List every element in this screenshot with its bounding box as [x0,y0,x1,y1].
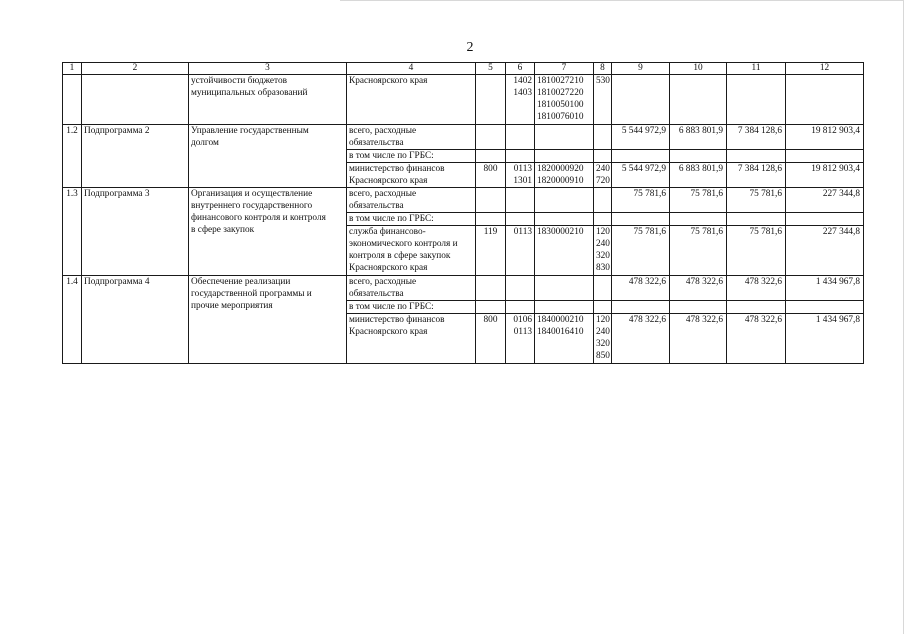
value-cell [670,75,727,125]
grbs-label-cell: в том числе по ГРБС: [347,150,476,163]
value-cell: 1 434 967,8 [786,314,864,364]
column-number: 3 [189,63,347,75]
program-total-row [63,276,864,301]
program-cell [82,75,189,125]
column-number: 2 [82,63,189,75]
value-cell: 227 344,8 [786,188,864,213]
value-cell: 478 322,6 [612,314,670,364]
value-cell: 478 322,6 [727,314,786,364]
page-number: 2 [466,40,474,55]
value-cell: 478 322,6 [727,276,786,301]
budget-table [62,62,864,364]
grbs-name-cell: министерство финансов Красноярского края [347,314,476,364]
value-cell: 7 384 128,6 [727,163,786,188]
kind-code-cell: 530 [594,75,612,125]
column-number: 1 [63,63,82,75]
column-number: 5 [476,63,506,75]
value-cell: 478 322,6 [612,276,670,301]
description-cell: Организация и осуществление внутреннего государственного финансового контроля и контроля в сфере закупок [189,188,347,276]
section-code-cell [506,125,535,150]
column-number: 4 [347,63,476,75]
value-cell: 75 781,6 [670,226,727,276]
value-cell: 19 812 903,4 [786,125,864,150]
description-cell: Обеспечение реализации государственной программы и прочие мероприятия [189,276,347,364]
program-cell: Подпрограмма 3 [82,188,189,276]
program-cell: Подпрограмма 2 [82,125,189,188]
target-code-cell: 1840000210 1840016410 [535,314,594,364]
row-number-cell: 1.3 [63,188,82,276]
value-cell [786,75,864,125]
column-number: 11 [727,63,786,75]
description-cell: устойчивости бюджетов муниципальных образований [189,75,347,125]
value-cell: 75 781,6 [670,188,727,213]
value-cell: 478 322,6 [670,276,727,301]
value-cell: 75 781,6 [727,188,786,213]
kind-code-cell: 240 720 [594,163,612,188]
value-cell: 1 434 967,8 [786,276,864,301]
grbs-name-cell: министерство финансов Красноярского края [347,163,476,188]
column-number-row [63,63,864,75]
grbs-name-cell: служба финансово- экономического контроля и контроля в сфере закупок Красноярского края [347,226,476,276]
description-cell: Управление государственным долгом [189,125,347,188]
kind-code-cell: 120 240 320 850 [594,314,612,364]
target-code-cell: 1810027210 1810027220 1810050100 1810076010 [535,75,594,125]
grbs-code-cell [476,125,506,150]
column-number: 12 [786,63,864,75]
value-cell: 6 883 801,9 [670,163,727,188]
section-code-cell: 0106 0113 [506,314,535,364]
column-number: 8 [594,63,612,75]
column-number: 6 [506,63,535,75]
row-number-cell [63,75,82,125]
kind-code-cell: 120 240 320 830 [594,226,612,276]
section-code-cell: 0113 1301 [506,163,535,188]
target-code-cell: 1830000210 [535,226,594,276]
column-number: 7 [535,63,594,75]
value-cell [612,75,670,125]
continuation-row [63,75,864,125]
grbs-label-cell: в том числе по ГРБС: [347,213,476,226]
value-cell: 5 544 972,9 [612,163,670,188]
column-number: 9 [612,63,670,75]
row-number-cell: 1.4 [63,276,82,364]
value-cell: 75 781,6 [612,188,670,213]
value-cell: 75 781,6 [612,226,670,276]
total-label-cell: всего, расходные обязательства [347,188,476,213]
section-code-cell: 1402 1403 [506,75,535,125]
total-label-cell: всего, расходные обязательства [347,276,476,301]
grbs-code-cell: 800 [476,314,506,364]
row-number-cell: 1.2 [63,125,82,188]
value-cell: 478 322,6 [670,314,727,364]
target-code-cell: 1820000920 1820000910 [535,163,594,188]
program-total-row [63,125,864,150]
value-cell: 6 883 801,9 [670,125,727,150]
value-cell [727,75,786,125]
grbs-code-cell [476,75,506,125]
grbs-label-cell: в том числе по ГРБС: [347,301,476,314]
target-code-cell [535,125,594,150]
grbs-name-cell: Красноярского края [347,75,476,125]
scan-edge-top [340,0,904,1]
section-code-cell: 0113 [506,226,535,276]
column-number: 10 [670,63,727,75]
kind-code-cell [594,125,612,150]
value-cell: 5 544 972,9 [612,125,670,150]
value-cell: 75 781,6 [727,226,786,276]
grbs-code-cell: 800 [476,163,506,188]
value-cell: 227 344,8 [786,226,864,276]
value-cell: 7 384 128,6 [727,125,786,150]
value-cell: 19 812 903,4 [786,163,864,188]
program-total-row [63,188,864,213]
program-cell: Подпрограмма 4 [82,276,189,364]
grbs-code-cell: 119 [476,226,506,276]
total-label-cell: всего, расходные обязательства [347,125,476,150]
